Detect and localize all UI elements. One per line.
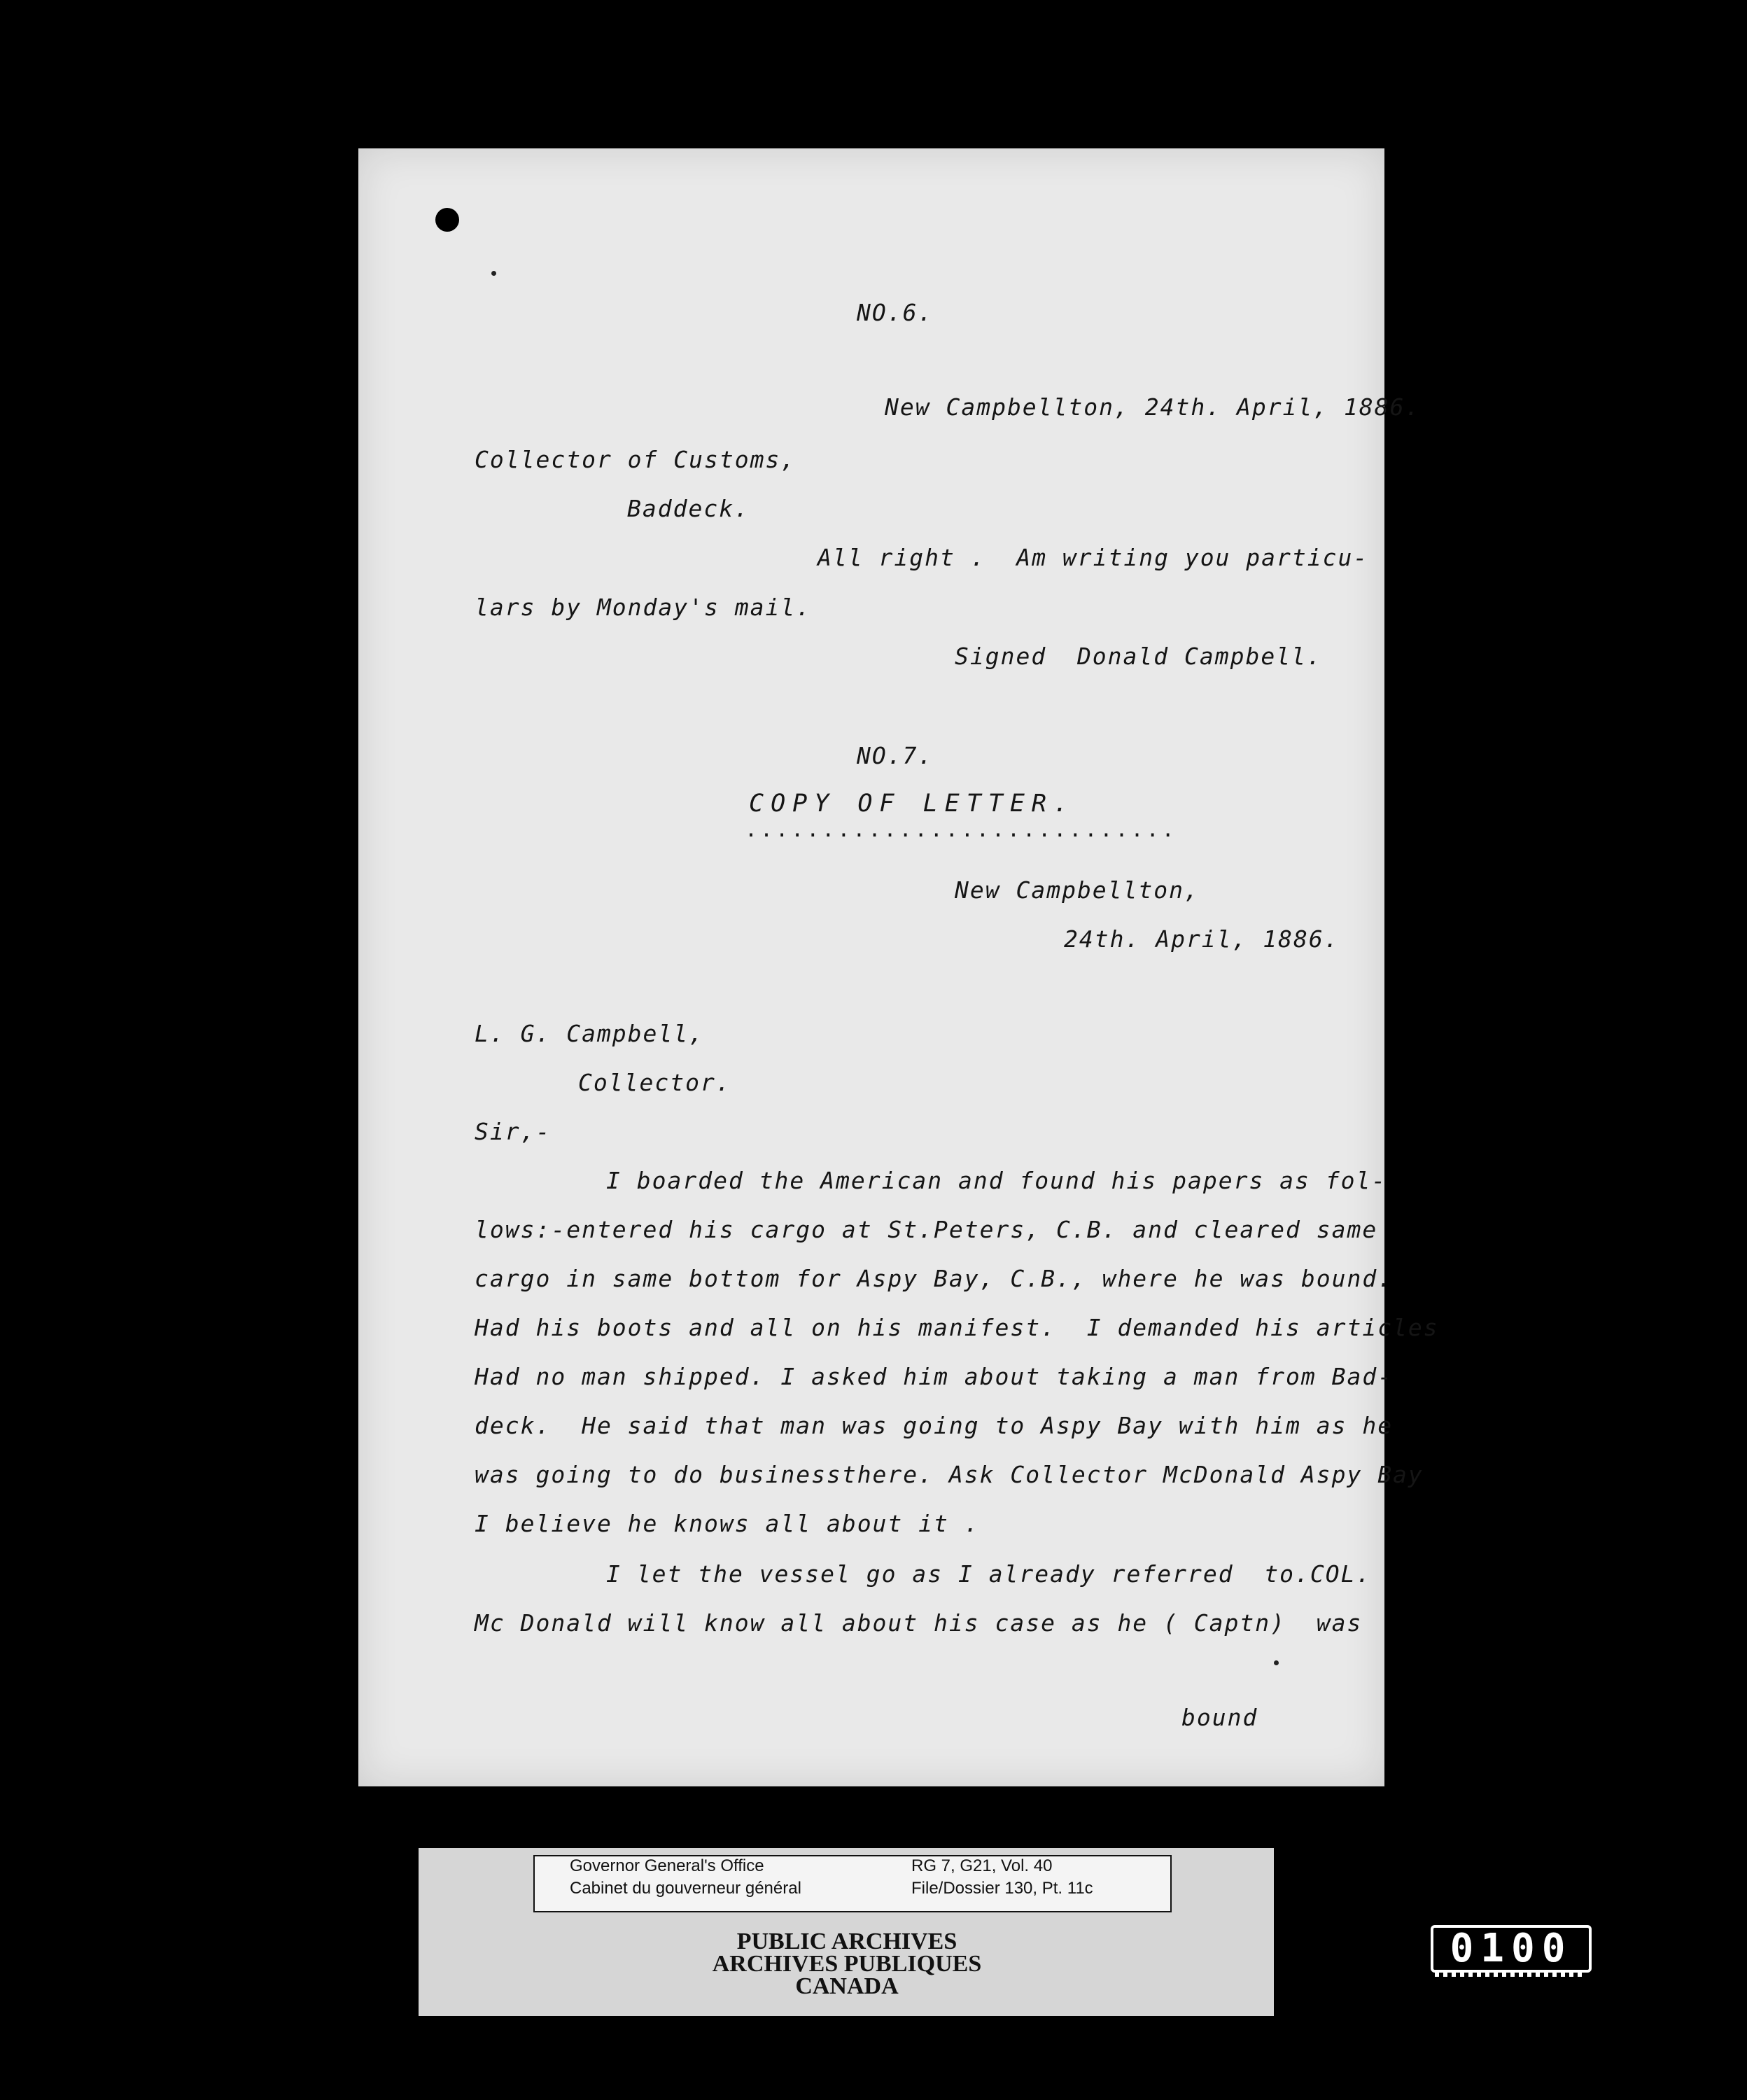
dateline-1: New Campbellton, 24th. April, 1886. bbox=[885, 393, 1421, 421]
body-line: deck. He said that man was going to Aspy Bay with him as he bbox=[475, 1412, 1394, 1439]
body-line: Mc Donald will know all about his case as he ( Captn) was bbox=[475, 1609, 1363, 1637]
catchword: bound bbox=[1181, 1704, 1258, 1731]
paper-speck bbox=[491, 271, 496, 276]
archives-line-3: CANADA bbox=[795, 1973, 899, 1999]
telegram-body-line-2: lars by Monday's mail. bbox=[475, 594, 812, 621]
document-number-6: NO.6. bbox=[857, 299, 934, 326]
paper-speck bbox=[1274, 1660, 1279, 1665]
addressee-1-place: Baddeck. bbox=[627, 495, 750, 522]
salutation: Sir,- bbox=[475, 1118, 552, 1145]
addressee-2: L. G. Campbell, bbox=[475, 1020, 705, 1047]
archive-reference-2: File/Dossier 130, Pt. 11c bbox=[911, 1879, 1093, 1898]
body-line: was going to do businessthere. Ask Collector McDonald Aspy Bay bbox=[475, 1461, 1424, 1488]
body-line: cargo in same bottom for Aspy Bay, C.B., where he was bound. bbox=[475, 1265, 1394, 1292]
body-line: Had his boots and all on his manifest. I demanded his articles bbox=[475, 1314, 1439, 1341]
dateline-2-date: 24th. April, 1886. bbox=[1064, 925, 1340, 953]
copy-of-letter-title: COPY OF LETTER. bbox=[749, 790, 1076, 818]
body-line: lows:-entered his cargo at St.Peters, C.B. and cleared same bbox=[475, 1216, 1378, 1243]
document-page bbox=[358, 148, 1439, 1786]
office-english: Governor General's Office bbox=[570, 1856, 764, 1875]
archive-reference-1: RG 7, G21, Vol. 40 bbox=[911, 1856, 1053, 1875]
body-line: I believe he knows all about it . bbox=[475, 1510, 980, 1537]
archives-line-1: PUBLIC ARCHIVES bbox=[736, 1928, 957, 1954]
frame-counter bbox=[1425, 1918, 1593, 1981]
frame-box bbox=[1431, 1925, 1592, 1973]
addressee-1: Collector of Customs, bbox=[475, 446, 797, 473]
archives-line-2: ARCHIVES PUBLIQUES bbox=[712, 1951, 982, 1977]
body-line: I let the vessel go as I already referred to.COL. bbox=[606, 1560, 1372, 1588]
film-sprocket-marks bbox=[1435, 1973, 1583, 1977]
office-french: Cabinet du gouverneur général bbox=[570, 1879, 801, 1898]
punch-hole bbox=[435, 208, 459, 232]
addressee-2-title: Collector. bbox=[578, 1069, 731, 1096]
body-line: Had no man shipped. I asked him about taking a man from Bad- bbox=[475, 1363, 1394, 1390]
copy-title-underline: ............................ bbox=[745, 818, 1177, 842]
dateline-2-place: New Campbellton, bbox=[955, 876, 1200, 904]
document-number-7: NO.7. bbox=[857, 742, 934, 769]
body-line: I boarded the American and found his papers as fol- bbox=[606, 1167, 1387, 1194]
frame-number: 0100 bbox=[1450, 1926, 1573, 1971]
telegram-body-line-1: All right . Am writing you particu- bbox=[818, 544, 1369, 571]
signature-1: Signed Donald Campbell. bbox=[955, 643, 1322, 670]
